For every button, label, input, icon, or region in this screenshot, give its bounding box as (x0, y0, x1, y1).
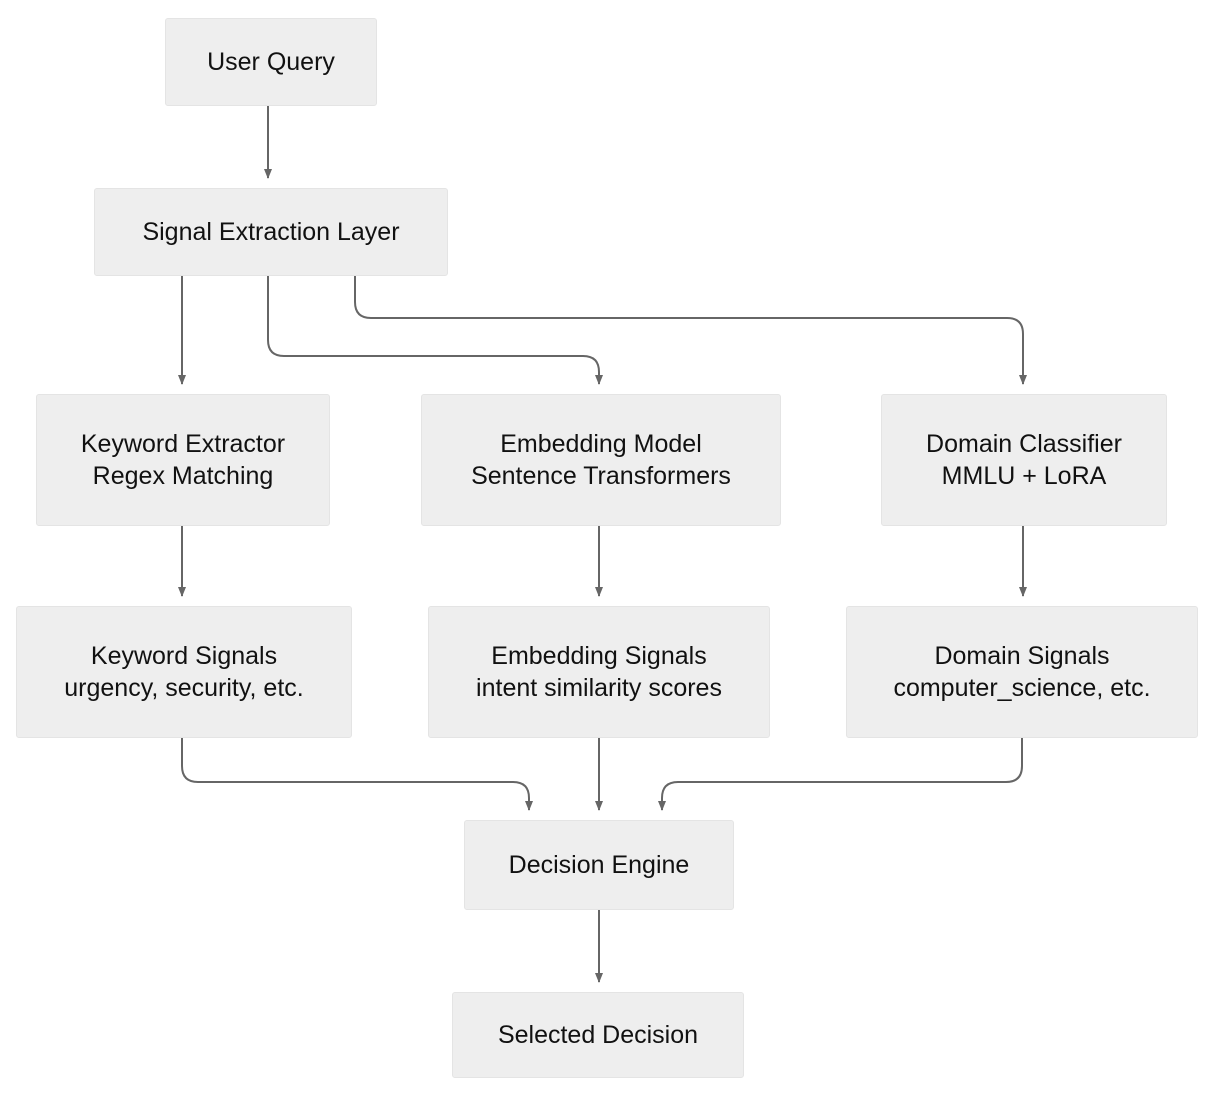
node-selected-decision-label: Selected Decision (497, 1021, 699, 1049)
node-domain-classifier-sublabel: MMLU + LoRA (941, 462, 1107, 490)
node-keyword-extractor-sublabel: Regex Matching (92, 462, 274, 490)
node-keyword-signals[interactable] (16, 606, 352, 738)
node-domain-signals-sublabel: computer_science, etc. (893, 674, 1151, 702)
node-signal-extraction-layer-label: Signal Extraction Layer (142, 218, 400, 246)
node-keyword-signals-label: Keyword Signals (90, 642, 278, 670)
edge-keyword-signals-to-decision-engine (182, 738, 529, 810)
node-keyword-extractor-label: Keyword Extractor (80, 430, 286, 458)
node-embedding-model-label: Embedding Model (500, 430, 702, 458)
node-selected-decision[interactable] (452, 992, 744, 1078)
node-embedding-signals-sublabel: intent similarity scores (476, 674, 722, 702)
node-domain-signals-label: Domain Signals (934, 642, 1110, 670)
node-user-query-label: User Query (207, 48, 335, 76)
node-embedding-signals-label: Embedding Signals (491, 642, 707, 670)
edge-signal-extraction-to-domain-classifier (355, 276, 1023, 384)
edge-signal-extraction-to-embedding-model (268, 276, 599, 384)
node-embedding-model[interactable] (421, 394, 781, 526)
node-user-query[interactable] (165, 18, 377, 106)
node-signal-extraction-layer[interactable] (94, 188, 448, 276)
edge-domain-signals-to-decision-engine (662, 738, 1022, 810)
node-domain-classifier[interactable] (881, 394, 1167, 526)
node-domain-signals[interactable] (846, 606, 1198, 738)
node-decision-engine[interactable] (464, 820, 734, 910)
node-keyword-signals-sublabel: urgency, security, etc. (64, 674, 304, 702)
node-domain-classifier-label: Domain Classifier (926, 430, 1122, 458)
node-embedding-signals[interactable] (428, 606, 770, 738)
node-decision-engine-label: Decision Engine (508, 851, 690, 879)
node-embedding-model-sublabel: Sentence Transformers (471, 462, 731, 490)
node-keyword-extractor[interactable] (36, 394, 330, 526)
